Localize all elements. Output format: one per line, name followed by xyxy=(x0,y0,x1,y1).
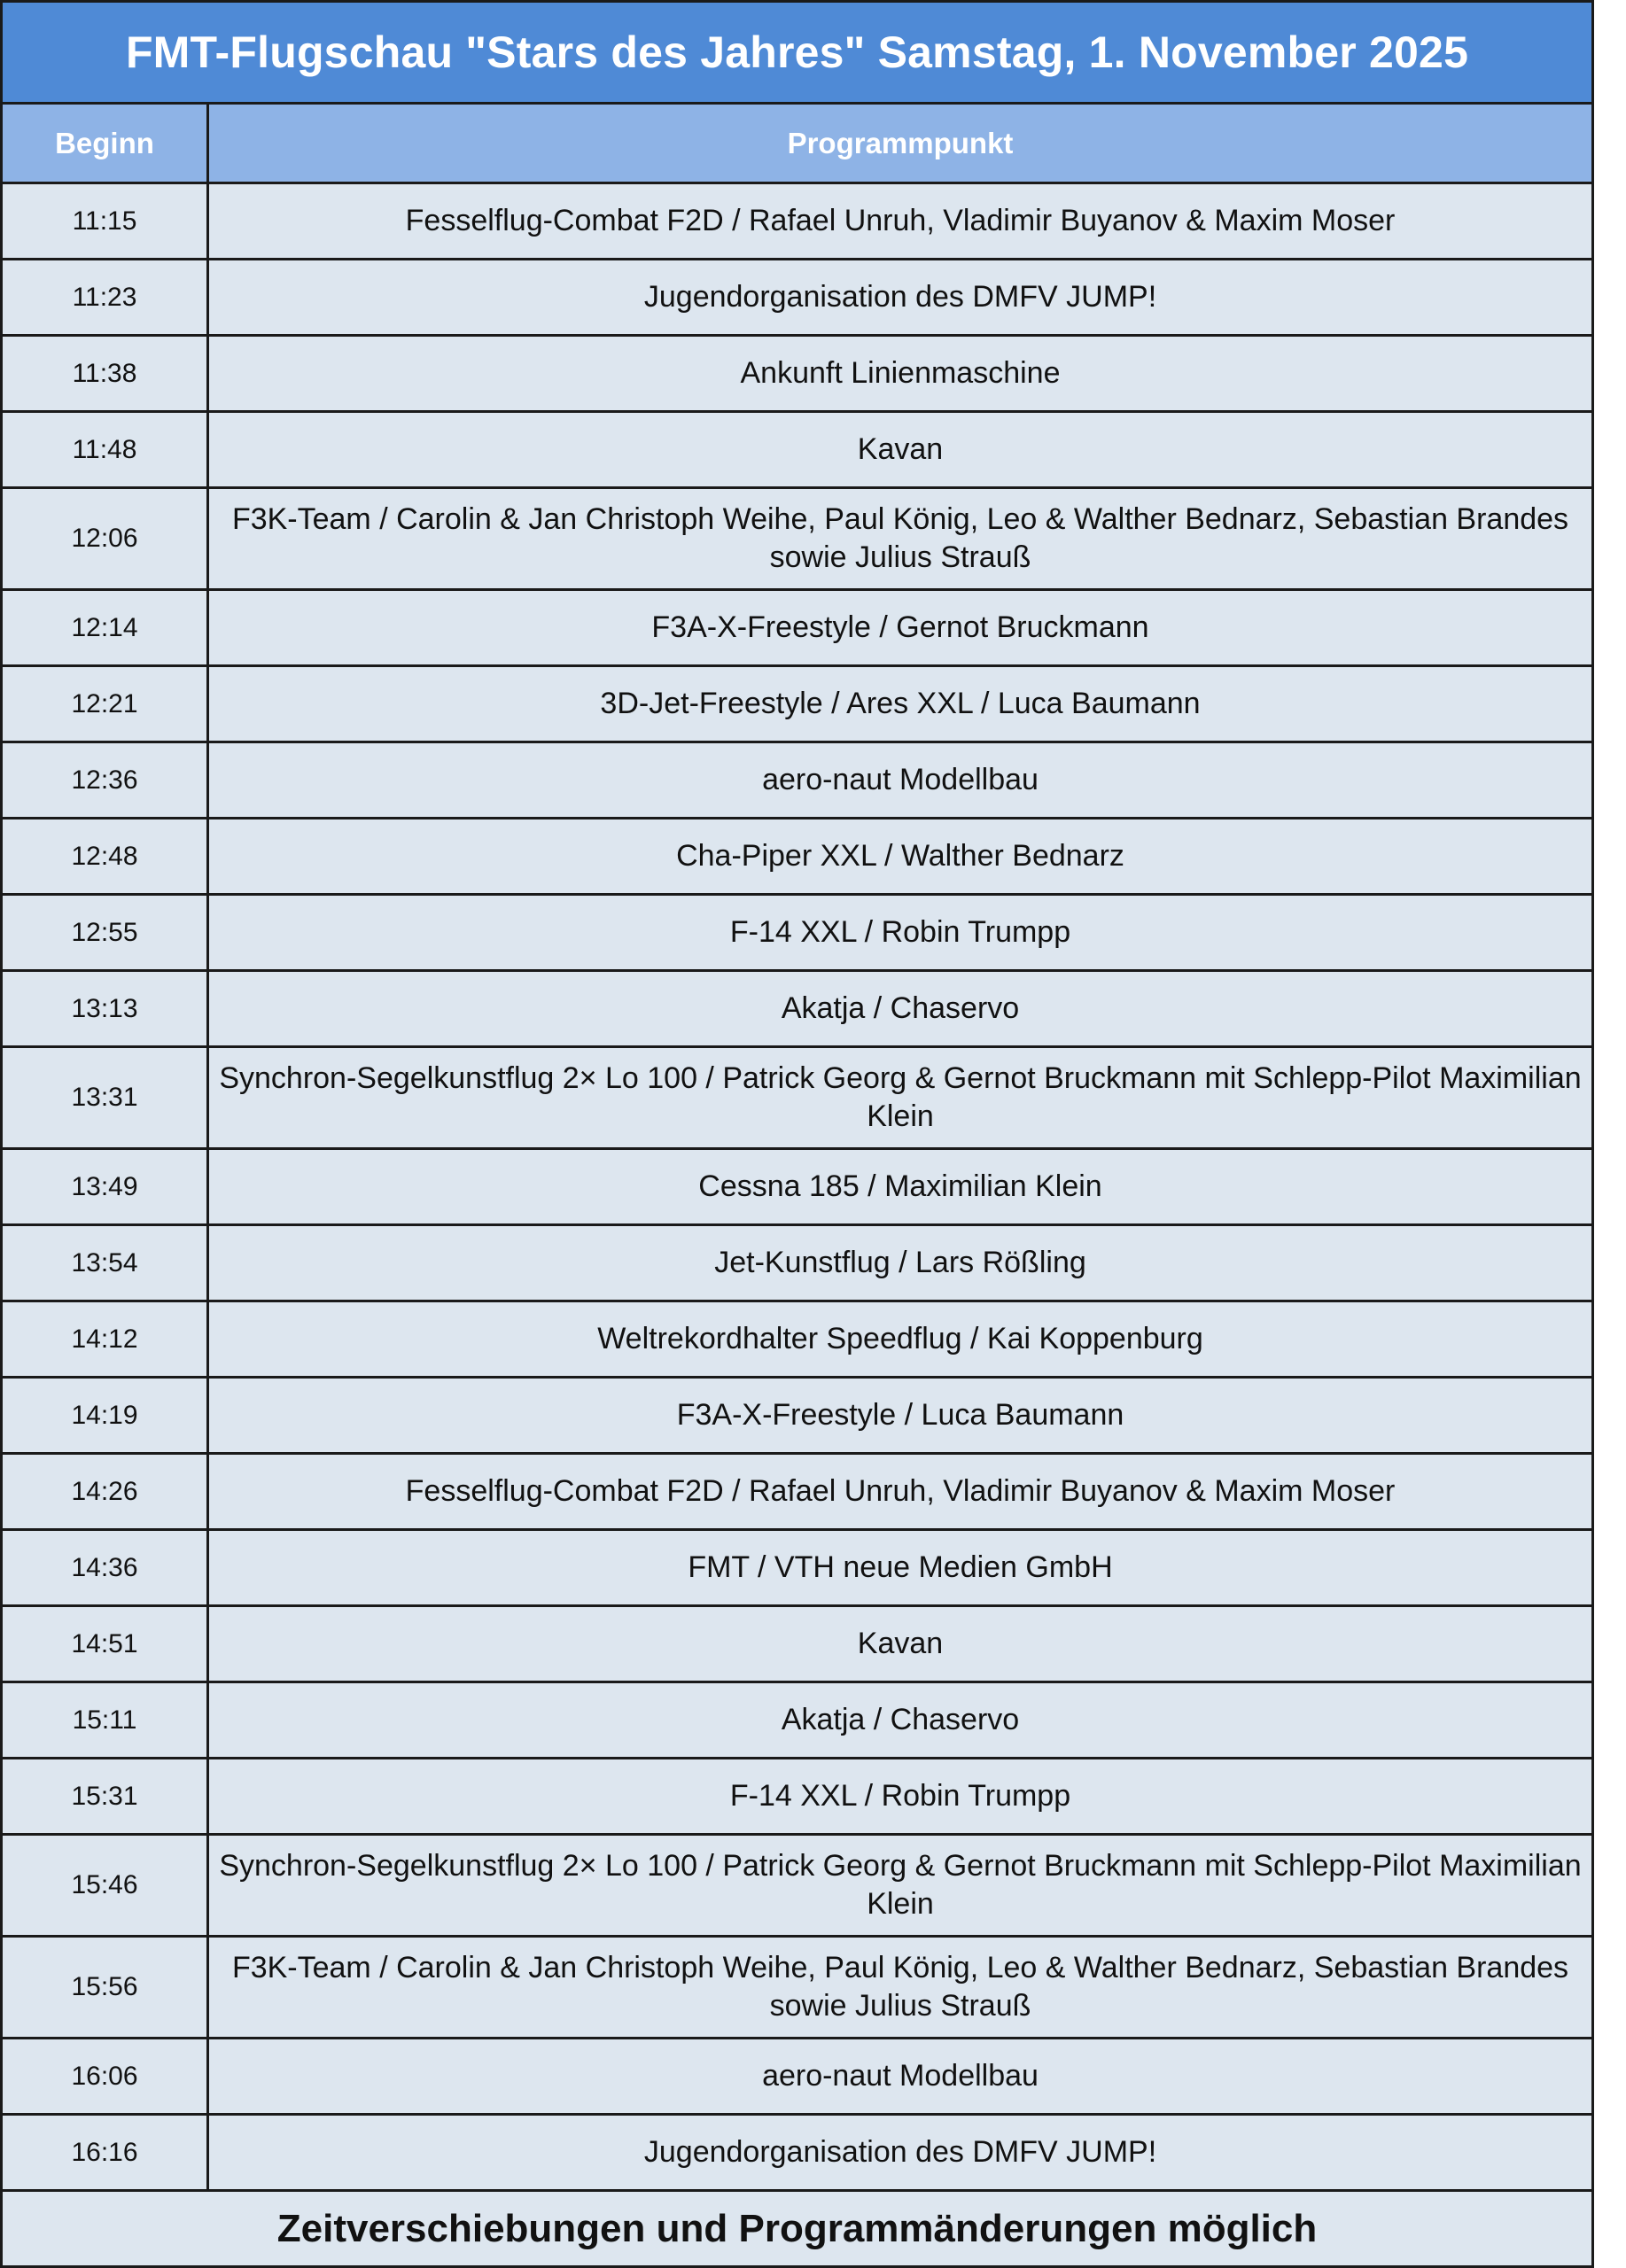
program-item-cell: F3K-Team / Carolin & Jan Christoph Weihe, Paul König, Leo & Walther Bednarz, Sebastian Brandes sowie Julius Strauß xyxy=(208,1937,1593,2039)
table-row xyxy=(2,1047,1593,1149)
time-cell: 12:06 xyxy=(2,488,208,590)
program-item-cell: F3A-X-Freestyle / Luca Baumann xyxy=(208,1378,1593,1454)
table-row xyxy=(2,742,1593,819)
time-cell: 12:14 xyxy=(2,590,208,666)
program-rows xyxy=(2,183,1593,2191)
table-row xyxy=(2,1606,1593,1682)
footer-note: Zeitverschiebungen und Programmänderungen möglich xyxy=(2,2191,1593,2267)
program-item-cell: 3D-Jet-Freestyle / Ares XXL / Luca Baumann xyxy=(208,666,1593,742)
time-cell: 13:49 xyxy=(2,1149,208,1225)
table-row xyxy=(2,2115,1593,2191)
time-cell: 13:31 xyxy=(2,1047,208,1149)
program-item-cell: Kavan xyxy=(208,412,1593,488)
table-row xyxy=(2,1530,1593,1606)
program-item-cell: aero-naut Modellbau xyxy=(208,742,1593,819)
program-item-cell: F-14 XXL / Robin Trumpp xyxy=(208,1759,1593,1835)
program-item-cell: Cha-Piper XXL / Walther Bednarz xyxy=(208,819,1593,895)
program-item-cell: aero-naut Modellbau xyxy=(208,2039,1593,2115)
time-cell: 13:13 xyxy=(2,971,208,1047)
program-item-cell: Jugendorganisation des DMFV JUMP! xyxy=(208,2115,1593,2191)
table-row xyxy=(2,1682,1593,1759)
time-cell: 14:19 xyxy=(2,1378,208,1454)
time-cell: 12:55 xyxy=(2,895,208,971)
table-row xyxy=(2,1759,1593,1835)
time-cell: 15:46 xyxy=(2,1835,208,1937)
time-cell: 15:56 xyxy=(2,1937,208,2039)
time-cell: 14:26 xyxy=(2,1454,208,1530)
program-item-cell: Fesselflug-Combat F2D / Rafael Unruh, Vladimir Buyanov & Maxim Moser xyxy=(208,1454,1593,1530)
table-row xyxy=(2,971,1593,1047)
program-item-cell: Cessna 185 / Maximilian Klein xyxy=(208,1149,1593,1225)
time-cell: 16:16 xyxy=(2,2115,208,2191)
program-item-cell: Akatja / Chaservo xyxy=(208,971,1593,1047)
page-title: FMT-Flugschau "Stars des Jahres" Samstag, 1. November 2025 xyxy=(2,2,1593,104)
time-cell: 11:23 xyxy=(2,260,208,336)
program-item-cell: Akatja / Chaservo xyxy=(208,1682,1593,1759)
table-row xyxy=(2,183,1593,260)
table-row xyxy=(2,336,1593,412)
program-item-cell: Weltrekordhalter Speedflug / Kai Koppenburg xyxy=(208,1301,1593,1378)
time-cell: 11:48 xyxy=(2,412,208,488)
table-row xyxy=(2,666,1593,742)
program-item-cell: Synchron-Segelkunstflug 2× Lo 100 / Patrick Georg & Gernot Bruckmann mit Schlepp-Pilot Maximilian Klein xyxy=(208,1047,1593,1149)
time-cell: 11:38 xyxy=(2,336,208,412)
program-item-cell: F-14 XXL / Robin Trumpp xyxy=(208,895,1593,971)
column-header-item: Programmpunkt xyxy=(208,104,1593,183)
program-item-cell: Fesselflug-Combat F2D / Rafael Unruh, Vladimir Buyanov & Maxim Moser xyxy=(208,183,1593,260)
table-row xyxy=(2,260,1593,336)
time-cell: 14:12 xyxy=(2,1301,208,1378)
time-cell: 14:51 xyxy=(2,1606,208,1682)
program-item-cell: FMT / VTH neue Medien GmbH xyxy=(208,1530,1593,1606)
time-cell: 15:11 xyxy=(2,1682,208,1759)
table-row xyxy=(2,488,1593,590)
program-item-cell: Kavan xyxy=(208,1606,1593,1682)
time-cell: 12:48 xyxy=(2,819,208,895)
table-row xyxy=(2,2039,1593,2115)
program-item-cell: Synchron-Segelkunstflug 2× Lo 100 / Patrick Georg & Gernot Bruckmann mit Schlepp-Pilot Maximilian Klein xyxy=(208,1835,1593,1937)
time-cell: 11:15 xyxy=(2,183,208,260)
column-header-time: Beginn xyxy=(2,104,208,183)
time-cell: 15:31 xyxy=(2,1759,208,1835)
table-row xyxy=(2,1301,1593,1378)
program-item-cell: F3A-X-Freestyle / Gernot Bruckmann xyxy=(208,590,1593,666)
time-cell: 13:54 xyxy=(2,1225,208,1301)
table-row xyxy=(2,1937,1593,2039)
program-item-cell: Ankunft Linienmaschine xyxy=(208,336,1593,412)
program-item-cell: Jet-Kunstflug / Lars Rößling xyxy=(208,1225,1593,1301)
table-row xyxy=(2,895,1593,971)
table-row xyxy=(2,1149,1593,1225)
column-header-row xyxy=(2,104,1593,183)
time-cell: 12:21 xyxy=(2,666,208,742)
table-row xyxy=(2,1454,1593,1530)
table-row xyxy=(2,590,1593,666)
table-row xyxy=(2,819,1593,895)
table-row xyxy=(2,412,1593,488)
program-item-cell: F3K-Team / Carolin & Jan Christoph Weihe, Paul König, Leo & Walther Bednarz, Sebastian Brandes sowie Julius Strauß xyxy=(208,488,1593,590)
time-cell: 14:36 xyxy=(2,1530,208,1606)
time-cell: 16:06 xyxy=(2,2039,208,2115)
table-row xyxy=(2,1378,1593,1454)
program-item-cell: Jugendorganisation des DMFV JUMP! xyxy=(208,260,1593,336)
time-cell: 12:36 xyxy=(2,742,208,819)
title-row xyxy=(2,2,1593,104)
table-row xyxy=(2,1835,1593,1937)
table-row xyxy=(2,1225,1593,1301)
footer-row xyxy=(2,2191,1593,2267)
